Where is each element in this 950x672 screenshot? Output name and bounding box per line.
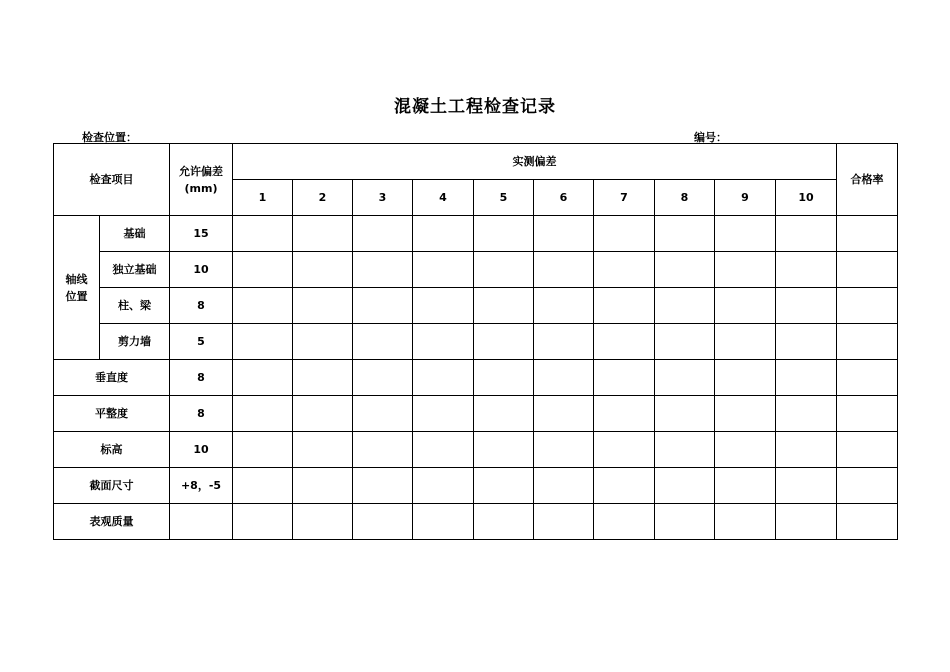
- measure-cell[interactable]: [293, 468, 353, 504]
- measure-cell[interactable]: [655, 288, 715, 324]
- pass-rate-cell[interactable]: [837, 288, 898, 324]
- measure-cell[interactable]: [534, 432, 594, 468]
- column-number: 2: [293, 180, 353, 216]
- measure-cell[interactable]: [534, 468, 594, 504]
- record-number-label: 编号：: [694, 131, 727, 144]
- measure-cell[interactable]: [534, 504, 594, 540]
- measure-cell[interactable]: [413, 504, 474, 540]
- measure-cell[interactable]: [293, 360, 353, 396]
- measure-cell[interactable]: [655, 504, 715, 540]
- measure-cell[interactable]: [534, 360, 594, 396]
- header-item: 检查项目: [54, 144, 170, 216]
- measure-cell[interactable]: [353, 468, 413, 504]
- measure-cell[interactable]: [353, 324, 413, 360]
- pass-rate-cell[interactable]: [837, 252, 898, 288]
- measure-cell[interactable]: [413, 288, 474, 324]
- column-number: 7: [594, 180, 655, 216]
- measure-cell[interactable]: [353, 504, 413, 540]
- table-row: [54, 216, 898, 252]
- measure-cell[interactable]: [353, 396, 413, 432]
- row-tolerance[interactable]: [170, 504, 233, 540]
- pass-rate-cell[interactable]: [837, 324, 898, 360]
- row-item: 标高: [54, 432, 170, 468]
- column-number: 6: [534, 180, 594, 216]
- row-tolerance: 8: [170, 360, 233, 396]
- measure-cell[interactable]: [233, 396, 293, 432]
- pass-rate-cell[interactable]: [837, 432, 898, 468]
- measure-cell[interactable]: [715, 252, 776, 288]
- measure-cell[interactable]: [353, 360, 413, 396]
- measure-cell[interactable]: [594, 504, 655, 540]
- measure-cell[interactable]: [594, 396, 655, 432]
- row-tolerance: 10: [170, 432, 233, 468]
- measure-cell[interactable]: [655, 360, 715, 396]
- measure-cell[interactable]: [293, 504, 353, 540]
- measure-cell[interactable]: [776, 504, 837, 540]
- measure-cell[interactable]: [776, 288, 837, 324]
- pass-rate-cell[interactable]: [837, 468, 898, 504]
- measure-cell[interactable]: [534, 252, 594, 288]
- pass-rate-cell[interactable]: [837, 396, 898, 432]
- column-number: 1: [233, 180, 293, 216]
- measure-cell[interactable]: [655, 432, 715, 468]
- measure-cell[interactable]: [413, 432, 474, 468]
- measure-cell[interactable]: [474, 396, 534, 432]
- row-item: 柱、梁: [100, 288, 170, 324]
- measure-cell[interactable]: [534, 324, 594, 360]
- measure-cell[interactable]: [474, 360, 534, 396]
- pass-rate-cell[interactable]: [837, 360, 898, 396]
- inspection-table: [53, 143, 898, 540]
- measure-cell[interactable]: [776, 432, 837, 468]
- measure-cell[interactable]: [474, 288, 534, 324]
- measure-cell[interactable]: [353, 216, 413, 252]
- measure-cell[interactable]: [715, 360, 776, 396]
- header-tolerance-line2: (mm): [184, 181, 218, 195]
- row-item: 剪力墙: [100, 324, 170, 360]
- measure-cell[interactable]: [474, 432, 534, 468]
- column-number: 9: [715, 180, 776, 216]
- measure-cell[interactable]: [776, 396, 837, 432]
- measure-cell[interactable]: [594, 216, 655, 252]
- table-row: [54, 432, 898, 468]
- measure-cell[interactable]: [776, 360, 837, 396]
- measure-cell[interactable]: [413, 468, 474, 504]
- measure-cell[interactable]: [655, 396, 715, 432]
- measure-cell[interactable]: [655, 252, 715, 288]
- measure-cell[interactable]: [293, 432, 353, 468]
- table-row: [54, 324, 898, 360]
- measure-cell[interactable]: [353, 252, 413, 288]
- measure-cell[interactable]: [594, 252, 655, 288]
- row-item: 独立基础: [100, 252, 170, 288]
- table-row: [54, 504, 898, 540]
- measure-cell[interactable]: [776, 252, 837, 288]
- table-row: [54, 288, 898, 324]
- measure-cell[interactable]: [776, 324, 837, 360]
- measure-cell[interactable]: [413, 216, 474, 252]
- column-number: 5: [474, 180, 534, 216]
- measure-cell[interactable]: [474, 468, 534, 504]
- measure-cell[interactable]: [715, 468, 776, 504]
- measure-cell[interactable]: [655, 216, 715, 252]
- measure-cell[interactable]: [233, 360, 293, 396]
- measure-cell[interactable]: [233, 252, 293, 288]
- axis-group-line1: 轴线: [65, 272, 88, 286]
- measure-cell[interactable]: [534, 216, 594, 252]
- column-number: 10: [776, 180, 837, 216]
- measure-cell[interactable]: [474, 216, 534, 252]
- measure-cell[interactable]: [594, 324, 655, 360]
- header-tolerance-line1: 允许偏差: [179, 164, 223, 178]
- table-row: [54, 252, 898, 288]
- measure-cell[interactable]: [715, 216, 776, 252]
- measure-cell[interactable]: [776, 216, 837, 252]
- header-tolerance: [170, 144, 233, 216]
- header-pass-rate: 合格率: [837, 144, 898, 216]
- measure-cell[interactable]: [655, 324, 715, 360]
- measure-cell[interactable]: [413, 360, 474, 396]
- measure-cell[interactable]: [233, 324, 293, 360]
- measure-cell[interactable]: [534, 288, 594, 324]
- measure-cell[interactable]: [413, 324, 474, 360]
- row-tolerance: 10: [170, 252, 233, 288]
- column-number: 3: [353, 180, 413, 216]
- pass-rate-cell[interactable]: [837, 216, 898, 252]
- row-tolerance: 8: [170, 288, 233, 324]
- page-title: 混凝土工程检查记录: [394, 97, 556, 117]
- measure-cell[interactable]: [233, 216, 293, 252]
- measure-cell[interactable]: [233, 432, 293, 468]
- table-row: [54, 468, 898, 504]
- measure-cell[interactable]: [594, 432, 655, 468]
- measure-cell[interactable]: [594, 288, 655, 324]
- row-item: 表观质量: [54, 504, 170, 540]
- row-tolerance: 8: [170, 396, 233, 432]
- measure-cell[interactable]: [594, 468, 655, 504]
- measure-cell[interactable]: [233, 288, 293, 324]
- measure-cell[interactable]: [293, 396, 353, 432]
- row-tolerance: 5: [170, 324, 233, 360]
- measure-cell[interactable]: [655, 468, 715, 504]
- measure-cell[interactable]: [353, 432, 413, 468]
- measure-cell[interactable]: [715, 432, 776, 468]
- measure-cell[interactable]: [776, 468, 837, 504]
- measure-cell[interactable]: [594, 360, 655, 396]
- row-tolerance: +8，-5: [170, 468, 233, 504]
- measure-cell[interactable]: [413, 396, 474, 432]
- measure-cell[interactable]: [534, 396, 594, 432]
- axis-position-group: [54, 216, 100, 360]
- measure-cell[interactable]: [233, 504, 293, 540]
- header-measured: 实测偏差: [233, 144, 837, 180]
- axis-group-line2: 位置: [65, 289, 88, 303]
- row-item: 平整度: [54, 396, 170, 432]
- measure-cell[interactable]: [353, 288, 413, 324]
- measure-cell[interactable]: [474, 252, 534, 288]
- row-item: 垂直度: [54, 360, 170, 396]
- column-number: 4: [413, 180, 474, 216]
- measure-cell[interactable]: [233, 468, 293, 504]
- measure-cell[interactable]: [293, 252, 353, 288]
- measure-cell[interactable]: [293, 288, 353, 324]
- column-number: 8: [655, 180, 715, 216]
- pass-rate-cell[interactable]: [837, 504, 898, 540]
- row-item: 截面尺寸: [54, 468, 170, 504]
- row-tolerance: 15: [170, 216, 233, 252]
- measure-cell[interactable]: [715, 324, 776, 360]
- measure-cell[interactable]: [413, 252, 474, 288]
- measure-cell[interactable]: [715, 504, 776, 540]
- measure-cell[interactable]: [715, 288, 776, 324]
- header-row: [54, 144, 898, 180]
- measure-cell[interactable]: [474, 504, 534, 540]
- table-row: [54, 396, 898, 432]
- table-row: [54, 360, 898, 396]
- inspection-location-label: 检查位置：: [82, 131, 137, 144]
- measure-cell[interactable]: [715, 396, 776, 432]
- row-item: 基础: [100, 216, 170, 252]
- measure-cell[interactable]: [293, 324, 353, 360]
- measure-cell[interactable]: [293, 216, 353, 252]
- measure-cell[interactable]: [474, 324, 534, 360]
